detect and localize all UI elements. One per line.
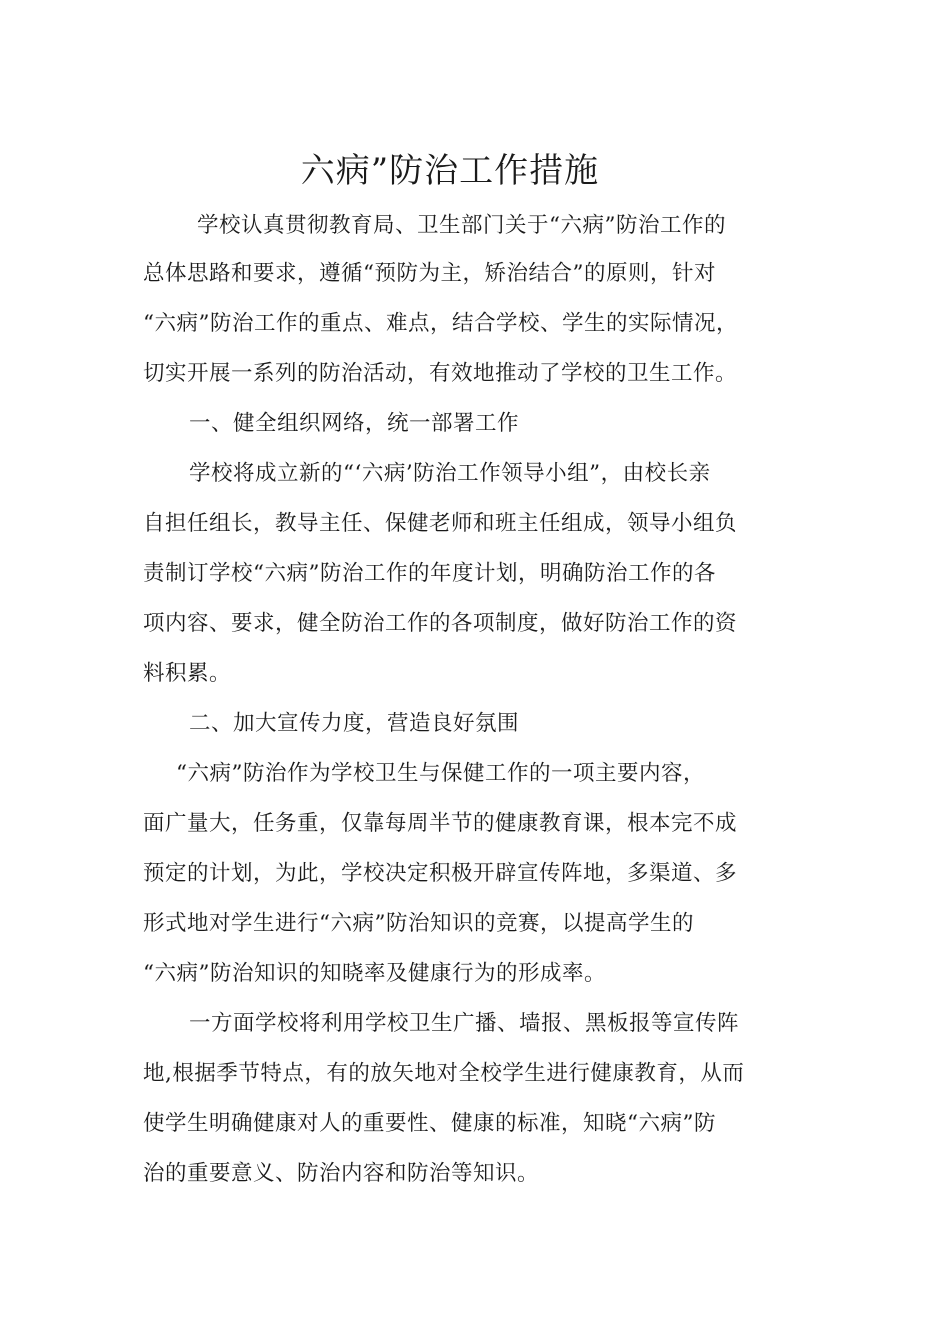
section-heading: 二、加大宣传力度，营造良好氛围	[189, 711, 520, 736]
document-title: 六病”防治工作措施	[300, 151, 600, 191]
text-line: 责制订学校“六病”防治工作的年度计划，明确防治工作的各	[143, 561, 716, 586]
text-line: 切实开展一系列的防治活动，有效地推动了学校的卫生工作。	[143, 361, 738, 386]
text-line: “六病”防治工作的重点、难点，结合学校、学生的实际情况，	[143, 311, 738, 336]
text-line: 学校将成立新的“‘六病’防治工作领导小组”，由校长亲	[189, 461, 711, 486]
text-line: 面广量大，任务重，仅靠每周半节的健康教育课，根本完不成	[143, 811, 738, 836]
text-line: 一方面学校将利用学校卫生广播、墙报、黑板报等宣传阵	[189, 1011, 740, 1036]
text-line: 项内容、要求，健全防治工作的各项制度，做好防治工作的资	[143, 611, 738, 636]
text-line: 使学生明确健康对人的重要性、健康的标准，知晓“六病”防	[143, 1111, 716, 1136]
text-line: 总体思路和要求，遵循“预防为主，矫治结合”的原则，针对	[143, 261, 716, 286]
text-line: 学校认真贯彻教育局、卫生部门关于“六病”防治工作的	[197, 213, 726, 238]
text-line: “六病”防治作为学校卫生与保健工作的一项主要内容，	[176, 761, 705, 786]
section-heading: 一、健全组织网络，统一部署工作	[189, 411, 520, 436]
text-line: 形式地对学生进行“六病”防治知识的竞赛，以提高学生的	[143, 911, 694, 936]
text-line: 治的重要意义、防治内容和防治等知识。	[143, 1161, 540, 1186]
text-line: 预定的计划，为此，学校决定积极开辟宣传阵地，多渠道、多	[143, 861, 738, 886]
text-line: 料积累。	[143, 661, 232, 686]
text-line: 地,根据季节特点，有的放矢地对全校学生进行健康教育，从而	[143, 1061, 745, 1086]
text-line: 自担任组长，教导主任、保健老师和班主任组成，领导小组负	[143, 511, 738, 536]
text-line: “六病”防治知识的知晓率及健康行为的形成率。	[143, 961, 606, 986]
